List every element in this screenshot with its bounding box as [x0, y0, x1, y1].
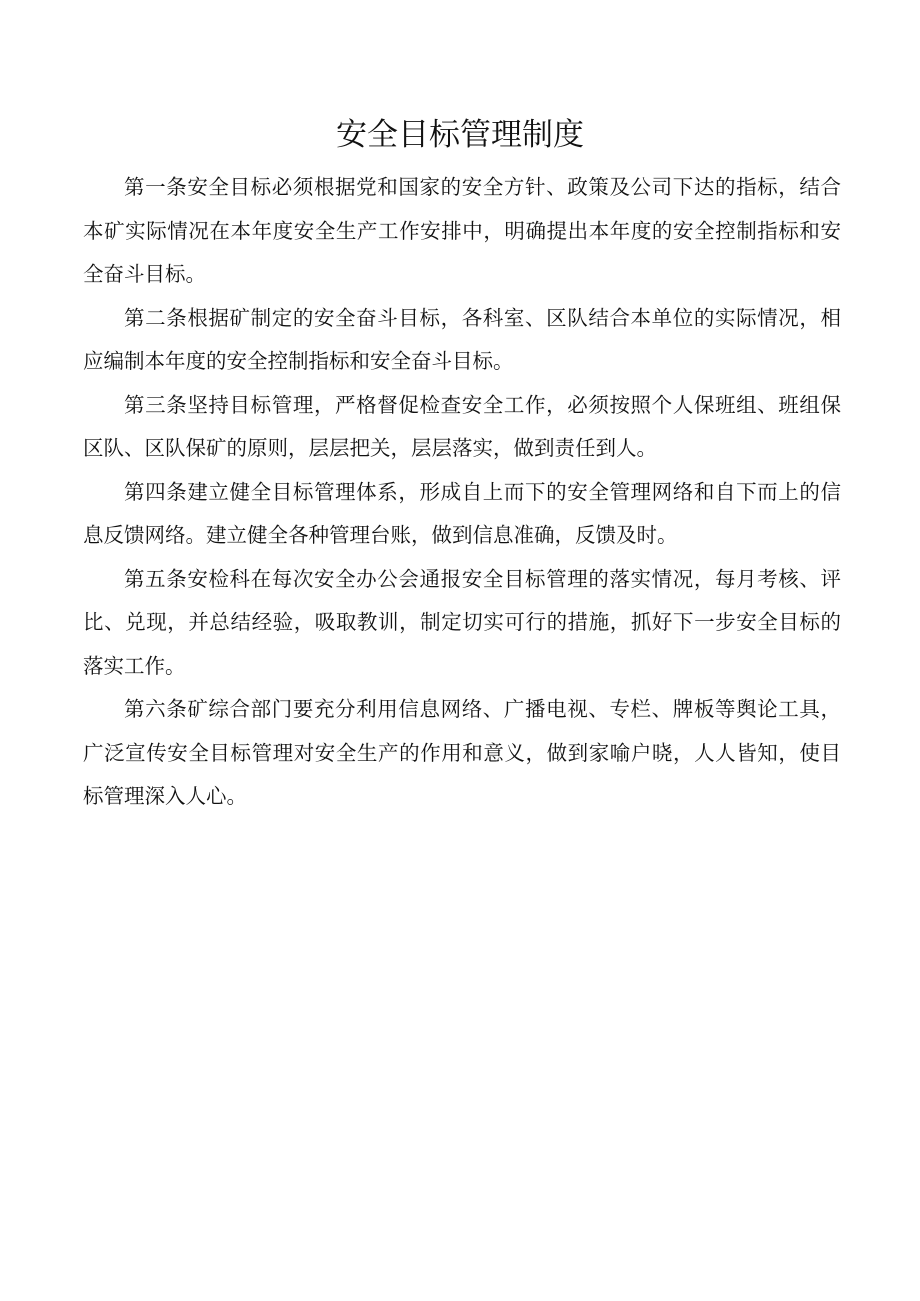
article-6: 第六条矿综合部门要充分利用信息网络、广播电视、专栏、牌板等舆论工具，广泛宣传安全目标管理对安全生产的作用和意义，做到家喻户晓，人人皆知，使目标管理深入人心。 — [83, 697, 841, 808]
article-2: 第二条根据矿制定的安全奋斗目标，各科室、区队结合本单位的实际情况，相应编制本年度的安全控制指标和安全奋斗目标。 — [83, 305, 841, 373]
article-4: 第四条建立健全目标管理体系，形成自上而下的安全管理网络和自下而上的信息反馈网络。建立健全各种管理台账，做到信息准确，反馈及时。 — [83, 479, 841, 547]
document-title: 安全目标管理制度 — [336, 117, 584, 153]
article-3: 第三条坚持目标管理，严格督促检查安全工作，必须按照个人保班组、班组保区队、区队保矿的原则，层层把关，层层落实，做到责任到人。 — [83, 392, 841, 460]
article-5: 第五条安检科在每次安全办公会通报安全目标管理的落实情况，每月考核、评比、兑现，并总结经验，吸取教训，制定切实可行的措施，抓好下一步安全目标的落实工作。 — [83, 566, 841, 678]
article-1: 第一条安全目标必须根据党和国家的安全方针、政策及公司下达的指标，结合本矿实际情况在本年度安全生产工作安排中，明确提出本年度的安全控制指标和安全奋斗目标。 — [83, 175, 841, 286]
document-body — [83, 166, 841, 819]
